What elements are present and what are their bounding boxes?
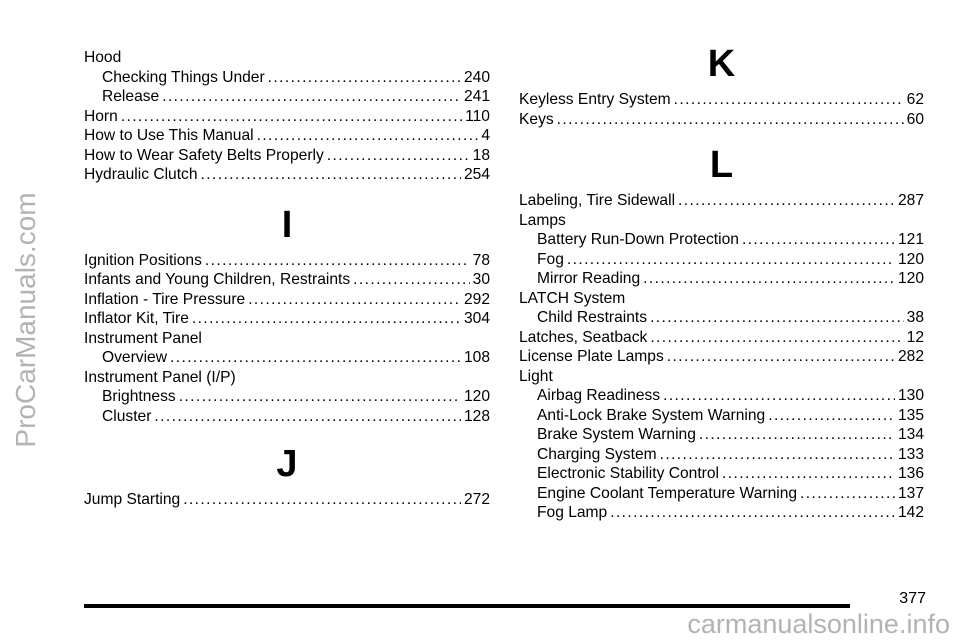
dot-leader [674,90,904,110]
index-entry [84,290,490,310]
dot-leader [353,270,470,290]
dot-leader [610,503,895,523]
index-entry [519,464,924,484]
dot-leader [699,425,895,445]
entry-page: 136 [897,465,924,482]
dot-leader [268,68,461,88]
side-watermark [6,0,46,640]
entry-page: 12 [906,328,924,346]
entry-text: How to Use This Manual [84,127,254,144]
index-entry [519,191,924,211]
dot-leader [650,308,904,328]
index-entry [84,146,490,166]
index-entry [84,348,490,368]
entry-text: Checking Things Under [102,68,265,86]
index-entry [519,308,924,328]
entry-text: Battery Run-Down Protection [537,231,739,248]
entry-page: 142 [897,504,924,521]
entry-page: 304 [463,310,490,327]
dot-leader [201,165,461,185]
dot-leader [154,407,461,427]
index-entry [84,87,490,107]
entry-text: Labeling, Tire Sidewall [519,192,676,209]
entry-page: 292 [463,290,490,308]
entry-page: 110 [465,107,490,125]
section-letter-j: J [276,443,298,485]
index-entry [519,406,924,426]
entry-page: 120 [897,250,924,268]
entry-page: 282 [897,348,924,365]
index-entry [519,230,924,250]
entry-page: 120 [897,270,924,287]
page-number: 377 [899,590,926,607]
dot-leader [660,445,895,465]
entry-text: Engine Coolant Temperature Warning [537,484,798,502]
entry-page: 18 [472,146,490,164]
entry-page: 241 [463,88,490,105]
index-entry [519,110,924,130]
entry-text: Keyless Entry System [519,91,671,108]
entry-page: 137 [897,484,924,502]
index-column-left [84,48,490,510]
section-letter-i: I [281,203,293,246]
dot-leader [179,387,461,407]
dot-leader [257,126,479,146]
dot-leader [162,87,461,107]
index-entry [84,387,490,407]
entry-text: Release [102,88,160,105]
index-entry [519,269,924,289]
index-entry [519,484,924,504]
entry-page: 254 [463,166,490,183]
entry-page: 133 [897,445,924,463]
entry-text: Cluster [102,407,152,425]
dot-leader [170,348,461,368]
bottom-watermark: carmanualsonline.info [687,609,950,639]
entry-text: Child Restraints [537,309,648,326]
entry-page: 108 [463,349,490,366]
index-heading-hood: Hood [84,49,122,66]
entry-text: Jump Starting [84,491,181,508]
entry-page: 38 [906,309,924,326]
entry-page: 134 [897,426,924,443]
entry-page: 130 [897,387,924,404]
index-heading-instrument-panel: Instrument Panel [84,329,202,347]
dot-leader [192,309,461,329]
index-entry [519,386,924,406]
entry-text: Electronic Stability Control [537,465,720,482]
entry-text: Overview [102,349,167,366]
entry-page: 121 [897,231,924,248]
entry-page: 240 [463,68,490,86]
index-entry [84,68,490,88]
entry-text: Inflation - Tire Pressure [84,290,246,308]
index-entry [84,107,490,127]
dot-leader [205,251,470,271]
index-column-right [519,42,924,523]
dot-leader [248,290,461,310]
index-entry [84,270,490,290]
entry-text: Mirror Reading [537,270,641,287]
entry-text: Ignition Positions [84,251,202,269]
entry-page: 4 [481,127,490,144]
entry-page: 120 [463,388,490,405]
entry-page: 287 [897,192,924,209]
dot-leader [742,230,895,250]
index-entry [519,347,924,367]
entry-page: 60 [906,110,924,128]
index-entry [84,251,490,271]
side-watermark-text: ProCarManuals.com [10,192,41,448]
entry-text: Hydraulic Clutch [84,166,198,183]
index-entry [519,90,924,110]
entry-text: Brake System Warning [537,426,696,443]
index-entry [519,425,924,445]
entry-text: License Plate Lamps [519,348,664,365]
dot-leader [678,191,895,211]
dot-leader [800,484,895,504]
entry-page: 272 [463,491,490,508]
entry-page: 30 [472,271,490,288]
dot-leader [768,406,895,426]
entry-text: Charging System [537,445,657,463]
dot-leader [643,269,895,289]
dot-leader [327,146,470,166]
dot-leader [663,386,895,406]
dot-leader [722,464,895,484]
entry-page: 78 [472,251,490,269]
index-entry [84,165,490,185]
entry-text: Anti-Lock Brake System Warning [537,406,766,424]
index-entry [84,309,490,329]
entry-page: 128 [463,407,490,425]
dot-leader [667,347,895,367]
index-entry [519,503,924,523]
index-entry [519,250,924,270]
dot-leader [650,328,903,348]
index-entry [84,490,490,510]
entry-text: Fog Lamp [537,504,608,521]
entry-page: 135 [897,406,924,424]
index-entry [84,407,490,427]
entry-text: Horn [84,107,118,125]
entry-text: Airbag Readiness [537,387,661,404]
index-entry [519,328,924,348]
index-heading-lamps: Lamps [519,211,566,229]
dot-leader [567,250,895,270]
entry-text: Fog [537,250,564,268]
entry-text: How to Wear Safety Belts Properly [84,146,324,164]
index-heading-latch-system: LATCH System [519,289,626,307]
entry-text: Keys [519,110,554,128]
dot-leader [183,490,461,510]
section-letter-l: L [709,144,734,186]
entry-text: Latches, Seatback [519,328,648,346]
entry-page: 62 [906,91,924,108]
dot-leader [121,107,462,127]
index-heading-instrument-panel-ip: Instrument Panel (I/P) [84,368,236,386]
entry-text: Inflator Kit, Tire [84,310,189,327]
entry-text: Brightness [102,388,176,405]
index-heading-light: Light [519,367,553,385]
index-entry [519,445,924,465]
dot-leader [557,110,904,130]
index-entry [84,126,490,146]
section-letter-k: K [707,43,736,85]
entry-text: Infants and Young Children, Restraints [84,271,351,288]
